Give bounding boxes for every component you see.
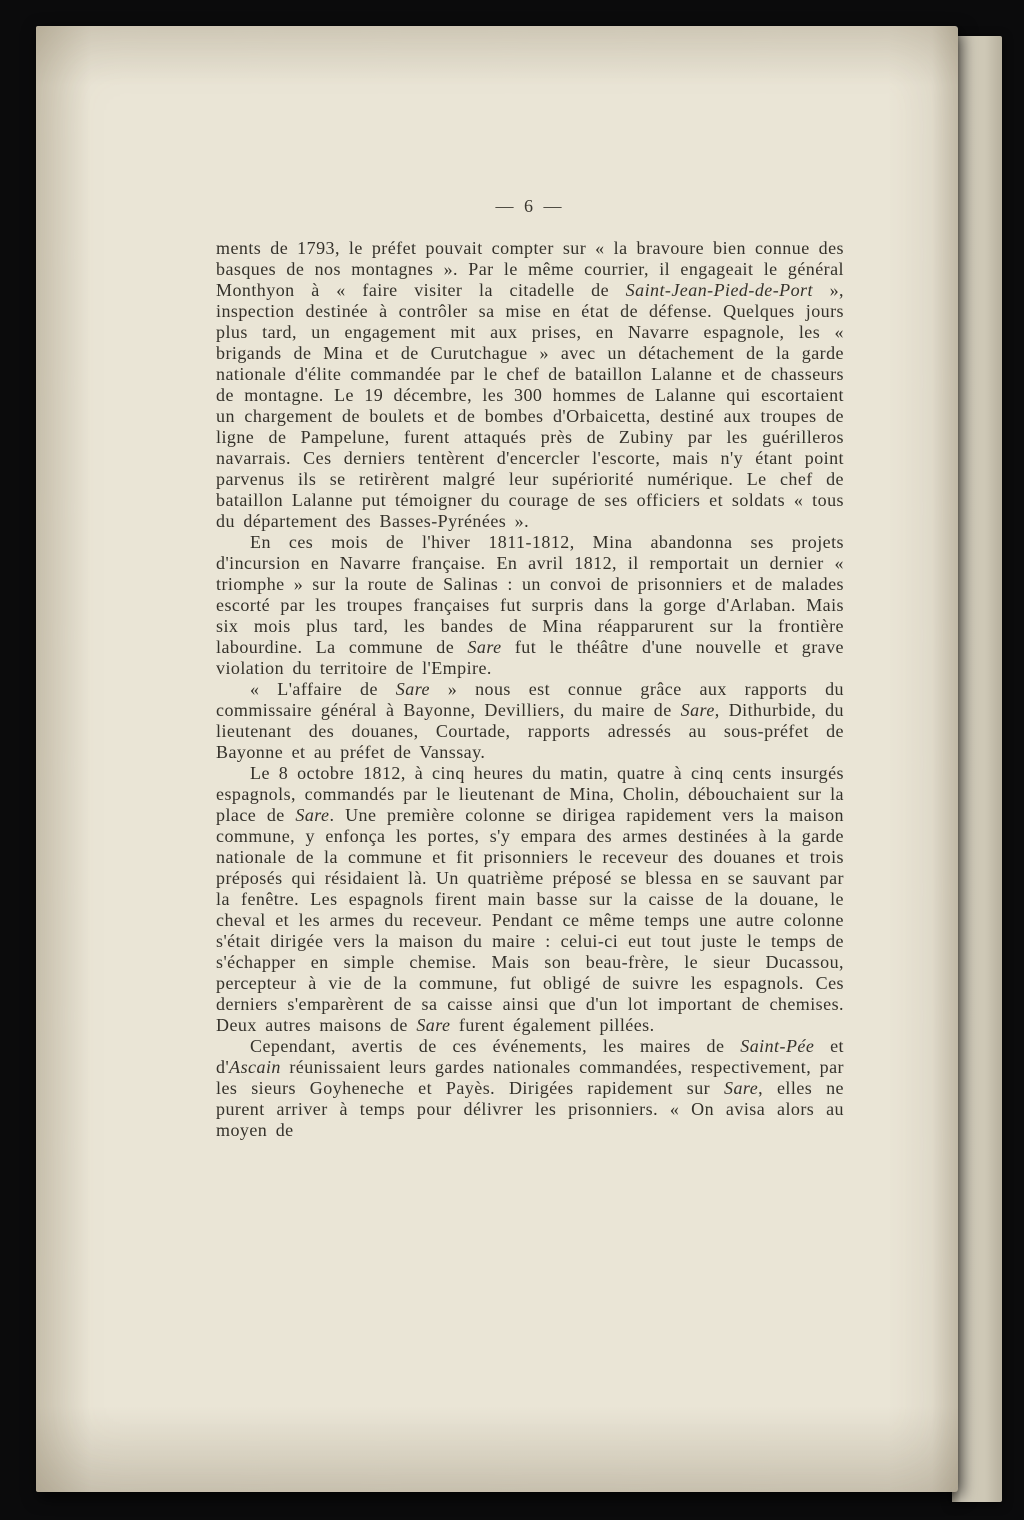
paragraph <box>216 238 844 532</box>
text-segment: Saint-Jean-Pied-de-Port <box>625 280 813 300</box>
text-segment: , Dithurbide, du lieutenant des douanes, Courtade, rapports adressés au sous-préfet de Bayonne et au préfet de Vanssay. <box>216 700 844 762</box>
text-segment: Cependant, avertis de ces événements, les maires de <box>250 1036 741 1056</box>
paragraph <box>216 1036 844 1141</box>
paragraph <box>216 763 844 1036</box>
text-segment: Le 8 octobre 1812, à cinq heures du matin, quatre à cinq cents insurgés espagnols, commandés par le lieutenant de Mina, Cholin, débouchaient sur la place de <box>216 763 844 825</box>
text-segment: « L'affaire de <box>250 679 396 699</box>
text-segment: . Une première colonne se dirigea rapidement vers la maison commune, y enfonça les portes, s'y empara des armes destinées à la garde nationale de la commune et fit prisonniers le receveur des douanes et trois préposés qui résidaient là. Un quatrième préposé se blessa en se sauvant par la fenêtre. Les espagnols firent main basse sur la caisse de la douane, le cheval et les armes du receveur. Pendant ce même temps une autre colonne s'était dirigée vers la maison du maire : celui-ci eut tout juste le temps de s'échapper en simple chemise. Mais son beau-frère, le sieur Ducassou, percepteur à vie de la commune, fut obligé de suivre les espagnols. Ces derniers s'emparèrent de sa caisse ainsi que d'un lot important de chemises. Deux autres maisons de <box>216 805 844 1035</box>
text-segment: furent également pillées. <box>450 1015 655 1035</box>
paragraph <box>216 679 844 763</box>
text-segment: et d' <box>216 1036 844 1077</box>
text-segment: , elles ne purent arriver à temps pour délivrer les prisonniers. « On avisa alors au moyen de <box>216 1078 844 1140</box>
paragraph <box>216 532 844 679</box>
text-segment: Saint-Pée <box>740 1036 815 1056</box>
text-block <box>216 238 844 1141</box>
text-segment: Sare <box>395 679 430 699</box>
text-segment: Sare <box>416 1015 451 1035</box>
book-page <box>36 26 958 1492</box>
underlying-page-edge <box>952 36 1002 1502</box>
text-segment: Sare <box>680 700 715 720</box>
text-segment: Sare <box>467 637 502 657</box>
text-segment: réunissaient leurs gardes nationales commandées, respectivement, par les sieurs Goyheneche et Payès. Dirigées rapidement sur <box>216 1057 844 1098</box>
text-segment: Sare <box>295 805 330 825</box>
text-segment: Sare <box>724 1078 759 1098</box>
text-segment: En ces mois de l'hiver 1811-1812, Mina abandonna ses projets d'incursion en Navarre française. En avril 1812, il remportait un dernier « triomphe » sur la route de Salinas : un convoi de prisonniers et de malades escorté par les troupes françaises fut surpris dans la gorge d'Arlaban. Mais six mois plus tard, les bandes de Mina réapparurent sur la frontière labourdine. La commune de <box>216 532 844 657</box>
page-number: — 6 — <box>495 196 565 216</box>
text-segment: fut le théâtre d'une nouvelle et grave violation du territoire de l'Empire. <box>216 637 844 678</box>
text-segment: » nous est connue grâce aux rapports du commissaire général à Bayonne, Devilliers, du maire de <box>216 679 844 720</box>
text-segment: Ascain <box>229 1057 281 1077</box>
text-segment: », inspection destinée à contrôler sa mise en état de défense. Quelques jours plus tard, un engagement mit aux prises, en Navarre espagnole, les « brigands de Mina et de Curutchague » avec un détachement de la garde nationale d'élite commandée par le chef de bataillon Lalanne et de chasseurs de montagne. Le 19 décembre, les 300 hommes de Lalanne qui escortaient un chargement de boulets et de bombes d'Orbaicetta, destiné aux troupes de ligne de Pampelune, furent attaqués près de Zubiny par les guérilleros navarrais. Ces derniers tentèrent d'encercler l'escorte, mais n'y étant point parvenus ils se retirèrent malgré leur supériorité numérique. Le chef de bataillon Lalanne put témoigner du courage de ses officiers et soldats « tous du département des Basses-Pyrénées ». <box>216 280 844 531</box>
text-segment: ments de 1793, le préfet pouvait compter sur « la bravoure bien connue des basques de nos montagnes ». Par le même courrier, il engageait le général Monthyon à « faire visiter la citadelle de <box>216 238 844 300</box>
